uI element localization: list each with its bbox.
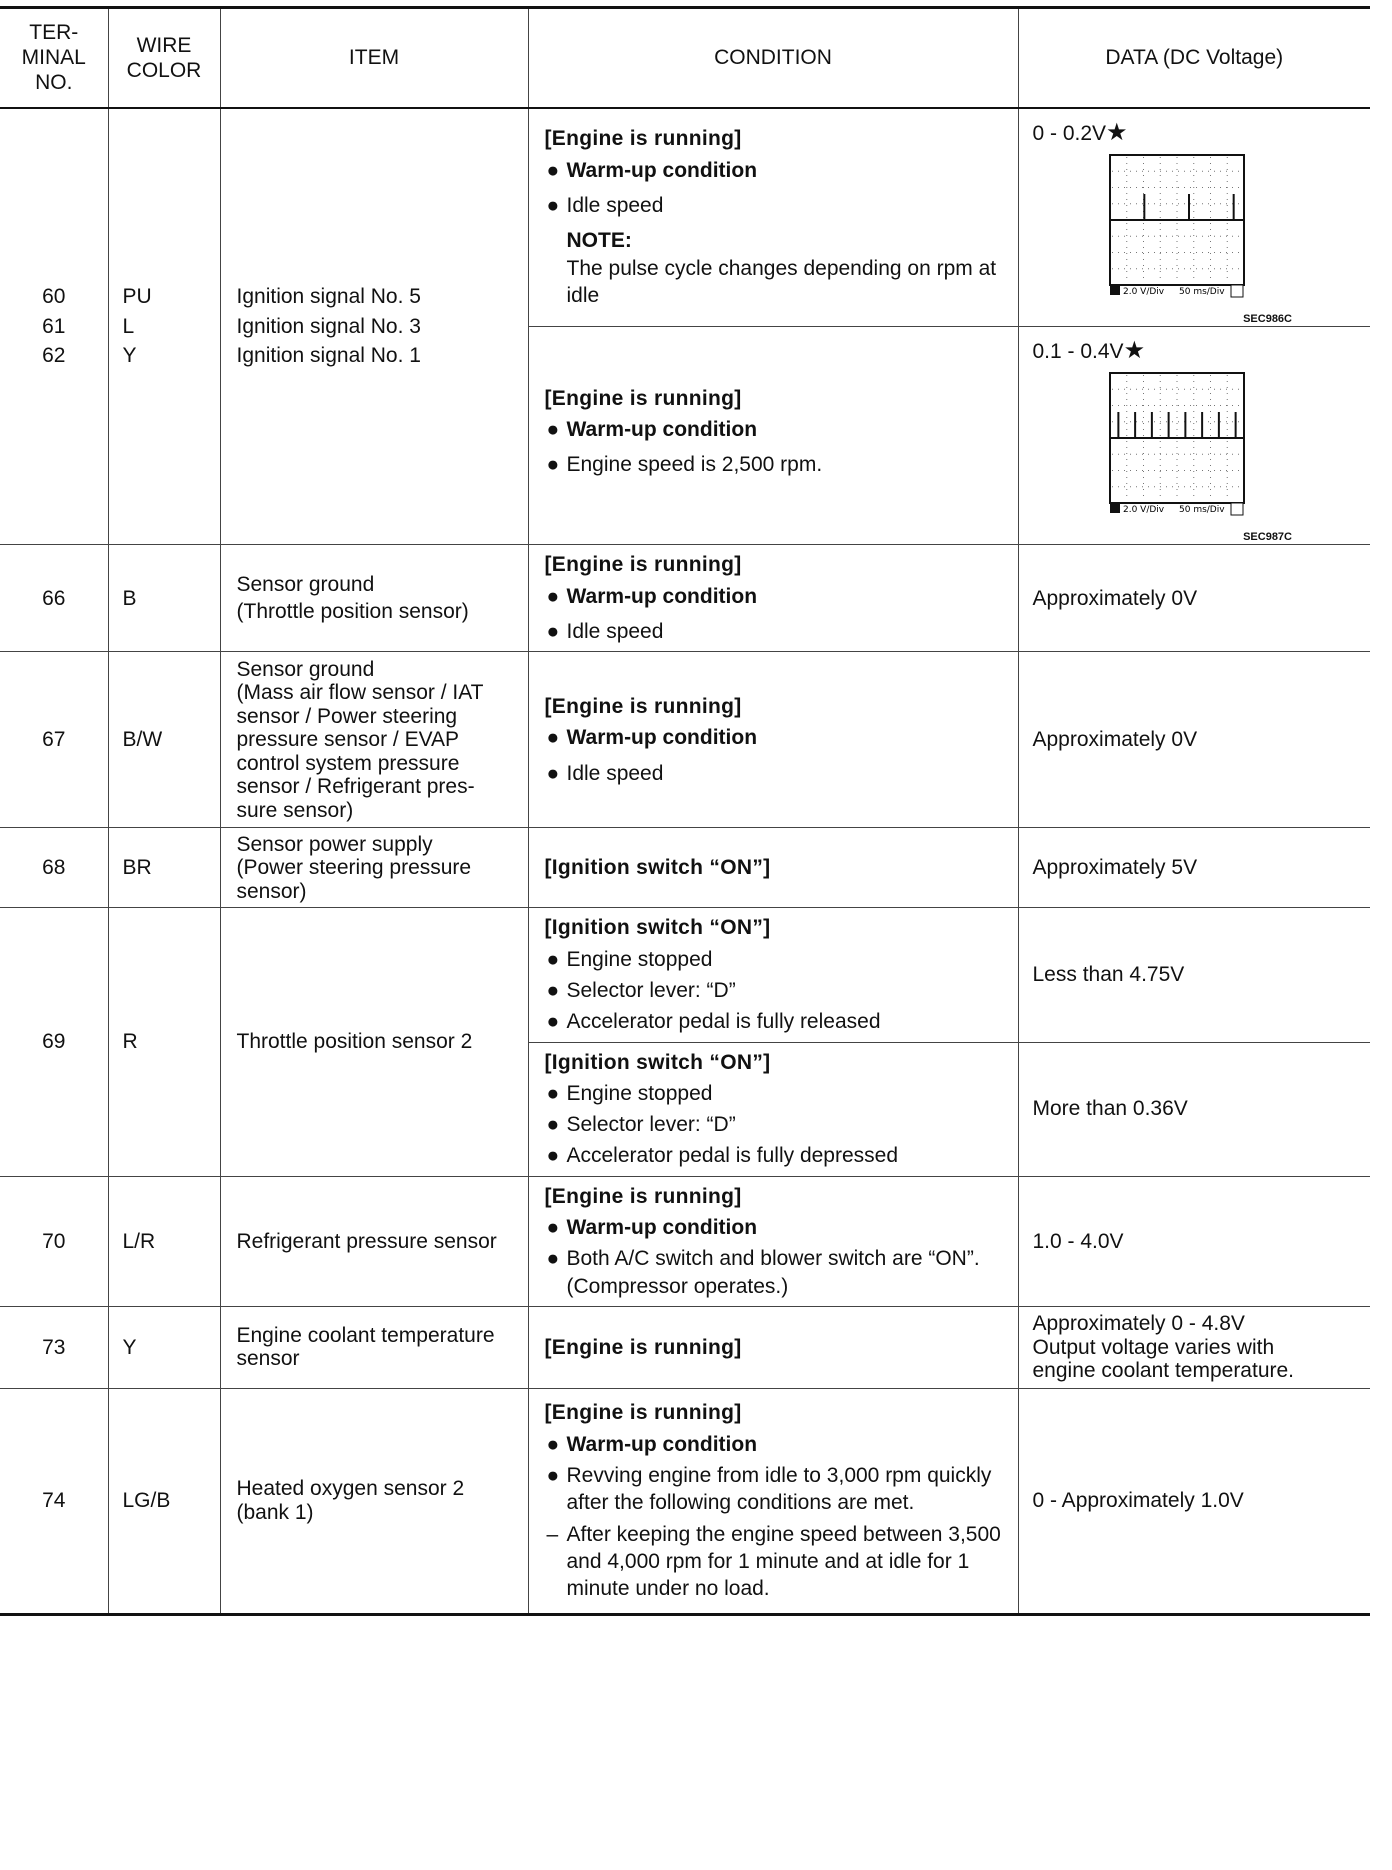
- bullet-icon: ●: [546, 1432, 560, 1456]
- wire-color: B/W: [108, 652, 220, 828]
- table-row: [0, 108, 1370, 327]
- condition-list: [545, 946, 1006, 1036]
- item-text: (Throttle position sensor): [236, 600, 469, 624]
- data-value-text: 0 - 0.2V: [1032, 121, 1107, 145]
- data-value: Approximately 5V: [1018, 828, 1370, 908]
- condition-heading: [Ignition switch “ON”]: [544, 1050, 771, 1074]
- wire-color: B: [108, 545, 220, 652]
- bullet-icon: ●: [546, 584, 560, 608]
- condition-text: Warm-up condition: [566, 418, 758, 442]
- condition-list: [545, 1214, 1006, 1300]
- header-terminal-no: [0, 8, 108, 108]
- condition-item: [545, 977, 1006, 1004]
- condition-item: [545, 1008, 1006, 1035]
- data-note: Output voltage varies with: [1032, 1335, 1275, 1359]
- condition-item: [545, 618, 1006, 645]
- wire-color-cell: [108, 108, 220, 545]
- condition-item: [545, 760, 1006, 787]
- wire-color: Y: [108, 1306, 220, 1388]
- condition-list: [545, 583, 1006, 646]
- data-cell: [1018, 1306, 1370, 1388]
- condition-item: [545, 1431, 1006, 1458]
- header-terminal-line: MINAL: [21, 46, 86, 70]
- scope-time-label: 50 ms/Div: [1178, 505, 1225, 516]
- terminal-no: 66: [0, 545, 108, 652]
- condition-item: [545, 157, 1006, 184]
- condition-cell: [528, 828, 1018, 908]
- bullet-icon: ●: [546, 1113, 560, 1137]
- item-cell: [220, 828, 528, 908]
- wire-color: PU: [122, 285, 152, 309]
- item-cell: [220, 545, 528, 652]
- bullet-icon: ●: [546, 1081, 560, 1105]
- table-row: [0, 1306, 1370, 1388]
- wire-color: BR: [108, 828, 220, 908]
- item-text: Heated oxygen sensor 2: [236, 1477, 465, 1501]
- sub-condition-item: [545, 1521, 1006, 1603]
- condition-text: Selector lever: “D”: [566, 978, 736, 1002]
- condition-text: Warm-up condition: [566, 726, 758, 750]
- data-cell: [1018, 326, 1370, 544]
- scope-channel-marker: [1110, 503, 1120, 513]
- scope-scale-label: 2.0 V/Div: [1122, 505, 1164, 516]
- oscilloscope-waveform-2: [1109, 372, 1245, 522]
- bullet-icon: ●: [546, 978, 560, 1002]
- table-header-row: [0, 8, 1370, 108]
- header-condition: CONDITION: [528, 8, 1018, 108]
- condition-heading: [Engine is running]: [544, 553, 742, 577]
- header-terminal-line: NO.: [35, 71, 73, 95]
- star-icon: ★: [1123, 336, 1146, 364]
- terminal-no: 68: [0, 828, 108, 908]
- condition-text: After keeping the engine speed between 3,500 and 4,000 rpm for 1 minute and at idle for 1 minute under no load.: [566, 1522, 1001, 1601]
- condition-text: Idle speed: [566, 620, 664, 644]
- condition-text: Idle speed: [566, 761, 664, 785]
- bullet-icon: ●: [546, 1463, 560, 1487]
- header-wire-color: [108, 8, 220, 108]
- wire-color: L/R: [108, 1176, 220, 1306]
- condition-heading: [Engine is running]: [544, 694, 742, 718]
- condition-text: Accelerator pedal is fully depressed: [566, 1144, 899, 1168]
- item-text: Refrigerant pressure sensor: [220, 1176, 528, 1306]
- item-cell: [220, 1388, 528, 1614]
- item-text: pressure sensor / EVAP: [236, 728, 460, 752]
- condition-cell: [528, 1042, 1018, 1176]
- item-text: Sensor ground: [236, 573, 375, 597]
- data-value: [1033, 117, 1363, 148]
- item-text: Ignition signal No. 3: [236, 314, 421, 338]
- table-row: [0, 1176, 1370, 1306]
- bullet-icon: ●: [546, 1216, 560, 1240]
- item-text: Sensor ground: [236, 657, 375, 681]
- data-value-text: 0.1 - 0.4V: [1032, 339, 1124, 363]
- condition-item: [545, 1245, 1006, 1300]
- table-row: [0, 1388, 1370, 1614]
- condition-list: [545, 416, 1006, 479]
- data-value: Less than 4.75V: [1018, 908, 1370, 1042]
- scope-corner-box: [1231, 503, 1243, 515]
- condition-item: [545, 1462, 1006, 1517]
- sub-condition-list: [545, 1521, 1006, 1603]
- data-cell: [1018, 108, 1370, 327]
- condition-item: [545, 192, 1006, 219]
- condition-text: Warm-up condition: [566, 1432, 758, 1456]
- condition-text: Both A/C switch and blower switch are “ON”. (Compressor operates.): [566, 1247, 980, 1298]
- condition-heading: [Engine is running]: [544, 386, 742, 410]
- item-text: sensor / Power steering: [236, 704, 458, 728]
- item-text: (bank 1): [236, 1500, 314, 1524]
- item-cell: [220, 108, 528, 545]
- data-value: Approximately 0V: [1018, 652, 1370, 828]
- table-row: [0, 545, 1370, 652]
- note-title: NOTE:: [566, 229, 632, 253]
- condition-item: [545, 1111, 1006, 1138]
- dash-icon: –: [546, 1522, 559, 1546]
- item-text: sensor): [236, 879, 307, 903]
- item-text: sensor: [236, 1347, 300, 1371]
- terminal-no: 60: [42, 285, 66, 309]
- item-text: control system pressure: [236, 751, 460, 775]
- header-terminal-line: TER-: [29, 20, 79, 44]
- header-wire-line: WIRE: [136, 33, 192, 57]
- scope-channel-marker: [1110, 285, 1120, 295]
- item-text: (Mass air flow sensor / IAT: [236, 681, 484, 705]
- terminal-spec-table: [0, 6, 1370, 1616]
- item-cell: [220, 652, 528, 828]
- item-text: Ignition signal No. 5: [236, 285, 421, 309]
- bullet-icon: ●: [546, 453, 560, 477]
- scope-corner-box: [1231, 285, 1243, 297]
- condition-text: Idle speed: [566, 193, 664, 217]
- star-icon: ★: [1106, 118, 1128, 146]
- condition-text: Selector lever: “D”: [566, 1113, 736, 1137]
- condition-list: [545, 724, 1006, 787]
- wire-color: R: [108, 908, 220, 1176]
- wire-color: Y: [122, 344, 137, 368]
- condition-text: Warm-up condition: [566, 584, 758, 608]
- bullet-icon: ●: [546, 947, 560, 971]
- condition-item: [545, 724, 1006, 751]
- condition-cell: [528, 108, 1018, 327]
- condition-list: [545, 1431, 1006, 1517]
- figure-code: SEC986C: [1243, 312, 1292, 325]
- condition-item: [545, 1080, 1006, 1107]
- note-text: The pulse cycle changes depending on rpm at idle: [566, 256, 997, 307]
- condition-cell: [528, 908, 1018, 1042]
- condition-list: [545, 157, 1006, 220]
- header-item: ITEM: [220, 8, 528, 108]
- bullet-icon: ●: [546, 620, 560, 644]
- data-value: Approximately 0 - 4.8V: [1032, 1312, 1245, 1336]
- wire-color: L: [122, 314, 135, 338]
- terminal-no: 70: [0, 1176, 108, 1306]
- oscilloscope-waveform-1: [1109, 154, 1245, 304]
- scope-time-label: 50 ms/Div: [1178, 286, 1225, 297]
- data-value: Approximately 0V: [1018, 545, 1370, 652]
- condition-list: [545, 1080, 1006, 1170]
- terminal-cell: [0, 108, 108, 545]
- terminal-no: 61: [42, 314, 66, 338]
- condition-heading: [Engine is running]: [544, 1401, 742, 1425]
- condition-cell: [528, 1388, 1018, 1614]
- figure-code: SEC987C: [1243, 531, 1292, 544]
- terminal-no: 74: [0, 1388, 108, 1614]
- item-text: Ignition signal No. 1: [236, 344, 421, 368]
- condition-cell: [528, 326, 1018, 544]
- condition-text: Engine stopped: [566, 1081, 713, 1105]
- condition-item: [545, 946, 1006, 973]
- terminal-no: 67: [0, 652, 108, 828]
- condition-cell: [528, 652, 1018, 828]
- condition-heading: [Engine is running]: [544, 127, 742, 151]
- table-row: [0, 652, 1370, 828]
- condition-cell: [528, 545, 1018, 652]
- bullet-icon: ●: [546, 158, 560, 182]
- header-wire-line: COLOR: [126, 58, 202, 82]
- bullet-icon: ●: [546, 418, 560, 442]
- item-text: Sensor power supply: [236, 832, 433, 856]
- table-row: [0, 828, 1370, 908]
- bullet-icon: ●: [546, 193, 560, 217]
- item-cell: [220, 1306, 528, 1388]
- condition-cell: [528, 1306, 1018, 1388]
- table-row: [0, 908, 1370, 1042]
- condition-heading: [Engine is running]: [544, 1184, 742, 1208]
- condition-text: Warm-up condition: [566, 158, 758, 182]
- bullet-icon: ●: [546, 726, 560, 750]
- condition-text: Revving engine from idle to 3,000 rpm quickly after the following conditions are met.: [566, 1463, 992, 1515]
- scope-scale-label: 2.0 V/Div: [1122, 286, 1164, 297]
- bullet-icon: ●: [546, 1144, 560, 1168]
- data-value: 0 - Approximately 1.0V: [1018, 1388, 1370, 1614]
- terminal-no: 69: [0, 908, 108, 1176]
- item-text: sensor / Refrigerant pres-: [236, 775, 475, 799]
- item-text: sure sensor): [236, 798, 354, 822]
- header-data: DATA (DC Voltage): [1018, 8, 1370, 108]
- condition-item: [545, 1142, 1006, 1169]
- data-note: engine coolant temperature.: [1032, 1359, 1295, 1383]
- item-text: Throttle position sensor 2: [220, 908, 528, 1176]
- terminal-no: 73: [0, 1306, 108, 1388]
- bullet-icon: ●: [546, 1247, 560, 1271]
- condition-item: [545, 451, 1006, 478]
- data-value: [1033, 335, 1363, 366]
- condition-text: Engine speed is 2,500 rpm.: [566, 453, 823, 477]
- condition-text: Accelerator pedal is fully released: [566, 1010, 881, 1034]
- condition-heading: [Ignition switch “ON”]: [544, 856, 771, 880]
- condition-text: Engine stopped: [566, 947, 713, 971]
- bullet-icon: ●: [546, 761, 560, 785]
- condition-heading: [Engine is running]: [544, 1335, 742, 1359]
- condition-cell: [528, 1176, 1018, 1306]
- item-text: Engine coolant temperature: [236, 1323, 495, 1347]
- condition-heading: [Ignition switch “ON”]: [544, 916, 771, 940]
- data-value: 1.0 - 4.0V: [1018, 1176, 1370, 1306]
- terminal-no: 62: [42, 344, 66, 368]
- condition-text: Warm-up condition: [566, 1216, 758, 1240]
- bullet-icon: ●: [546, 1010, 560, 1034]
- condition-item: [545, 416, 1006, 443]
- item-text: (Power steering pressure: [236, 856, 472, 880]
- data-value: More than 0.36V: [1018, 1042, 1370, 1176]
- wire-color: LG/B: [108, 1388, 220, 1614]
- note: [545, 227, 1006, 309]
- condition-item: [545, 1214, 1006, 1241]
- condition-item: [545, 583, 1006, 610]
